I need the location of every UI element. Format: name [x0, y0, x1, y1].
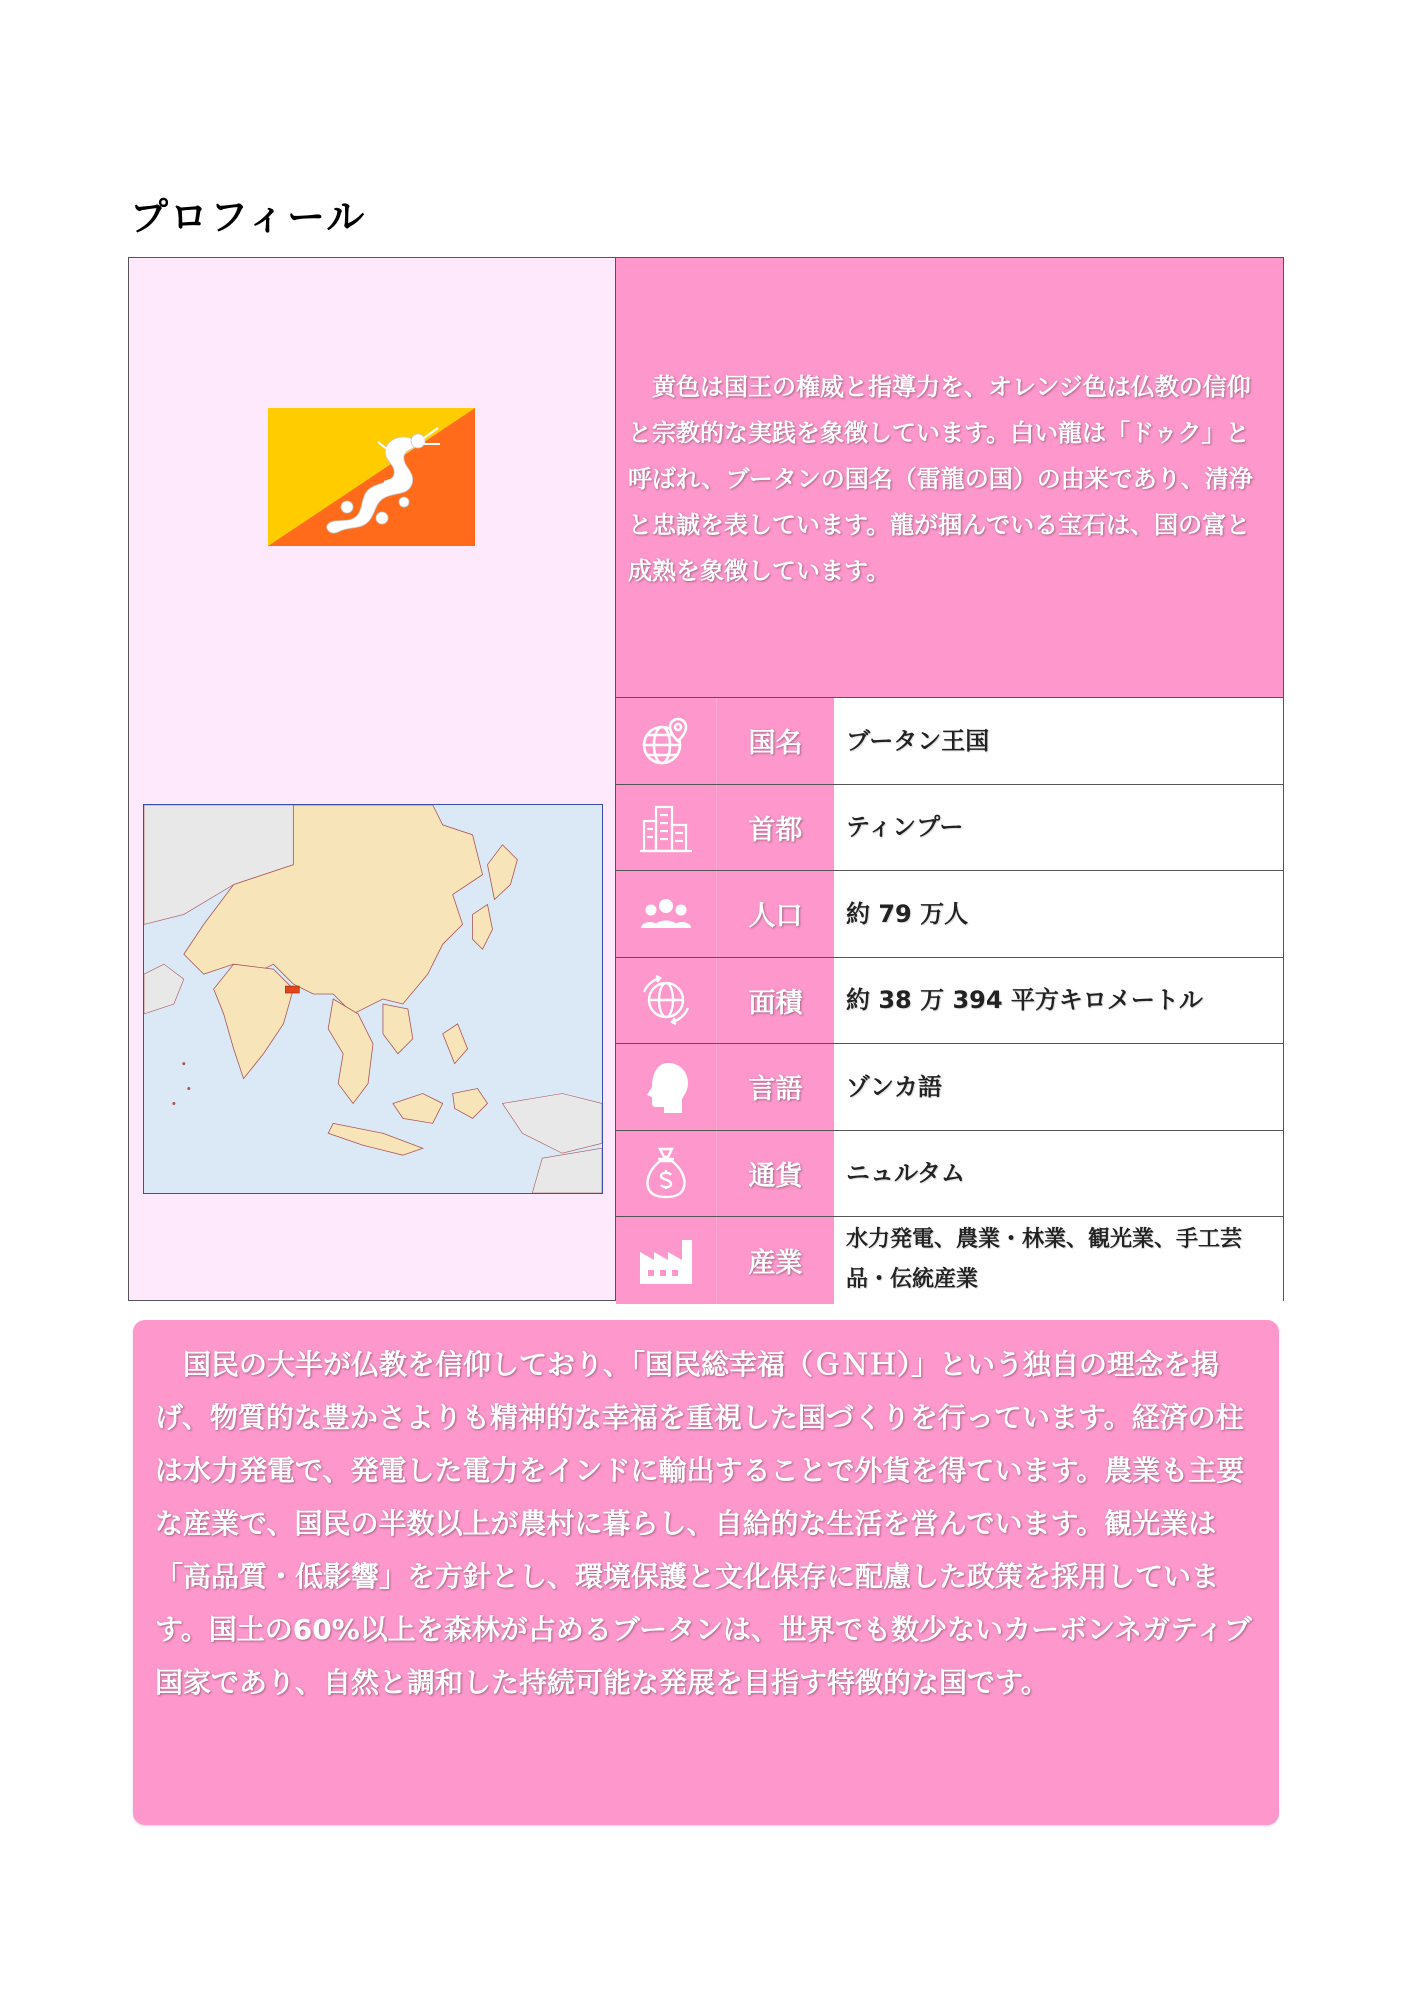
- summary-box: [133, 1320, 1279, 1825]
- info-value: ニュルタム: [834, 1131, 1283, 1217]
- info-row-population: [616, 871, 1283, 958]
- flag-description-text: 黄色は国王の権威と指導力を、オレンジ色は仏教の信仰と宗教的な実践を象徴しています。白い龍は「ドゥク」と呼ばれ、ブータンの国名（雷龍の国）の由来であり、清浄と忠誠を表しています。龍が掴んでいる宝石は、国の富と成熟を象徴しています。: [628, 373, 1253, 585]
- info-row-industry: [616, 1217, 1283, 1304]
- asia-locator-map: [143, 804, 603, 1194]
- profile-box: [128, 257, 1284, 1301]
- info-value: 約 79 万人: [834, 871, 1283, 957]
- info-label: 国名: [717, 698, 834, 784]
- left-pane: [129, 258, 616, 1300]
- info-label: 産業: [717, 1217, 834, 1304]
- info-value: ゾンカ語: [834, 1044, 1283, 1130]
- info-row-currency: [616, 1131, 1283, 1218]
- info-table: [616, 698, 1283, 1304]
- info-label: 首都: [717, 785, 834, 871]
- page-title: プロフィール: [130, 195, 367, 239]
- speaking-head-icon: [616, 1044, 717, 1130]
- info-value: ティンプー: [834, 785, 1283, 871]
- globe-arrows-icon: [616, 958, 717, 1044]
- info-value: 水力発電、農業・林業、観光業、手工芸品・伝統産業: [834, 1217, 1283, 1304]
- info-value: ブータン王国: [834, 698, 1283, 784]
- money-bag-icon: [616, 1131, 717, 1217]
- info-label: 人口: [717, 871, 834, 957]
- info-label: 通貨: [717, 1131, 834, 1217]
- info-label: 言語: [717, 1044, 834, 1130]
- info-row-area: [616, 958, 1283, 1045]
- summary-text: 国民の大半が仏教を信仰しており、「国民総幸福（ＧＮＨ）」という独自の理念を掲げ、物質的な豊かさよりも精神的な幸福を重視した国づくりを行っています。経済の柱は水力発電で、発電した電力をインドに輸出することで外貨を得ています。農業も主要な産業で、国民の半数以上が農村に暮らし、自給的な生活を営んでいます。観光業は「高品質・低影響」を方針とし、環境保護と文化保存に配慮した政策を採用しています。国土の60%以上を森林が占めるブータンは、世界でも数少ないカーボンネガティブ国家であり、自然と調和した持続可能な発展を目指す特徴的な国です。: [155, 1348, 1252, 1699]
- bhutan-flag: [268, 408, 475, 546]
- info-row-country-name: [616, 698, 1283, 785]
- factory-icon: [616, 1217, 717, 1304]
- globe-pin-icon: [616, 698, 717, 784]
- info-value: 約 38 万 394 平方キロメートル: [834, 958, 1283, 1044]
- flag-description-panel: [616, 258, 1283, 698]
- city-buildings-icon: [616, 785, 717, 871]
- info-label: 面積: [717, 958, 834, 1044]
- info-row-capital: [616, 785, 1283, 872]
- info-row-language: [616, 1044, 1283, 1131]
- people-icon: [616, 871, 717, 957]
